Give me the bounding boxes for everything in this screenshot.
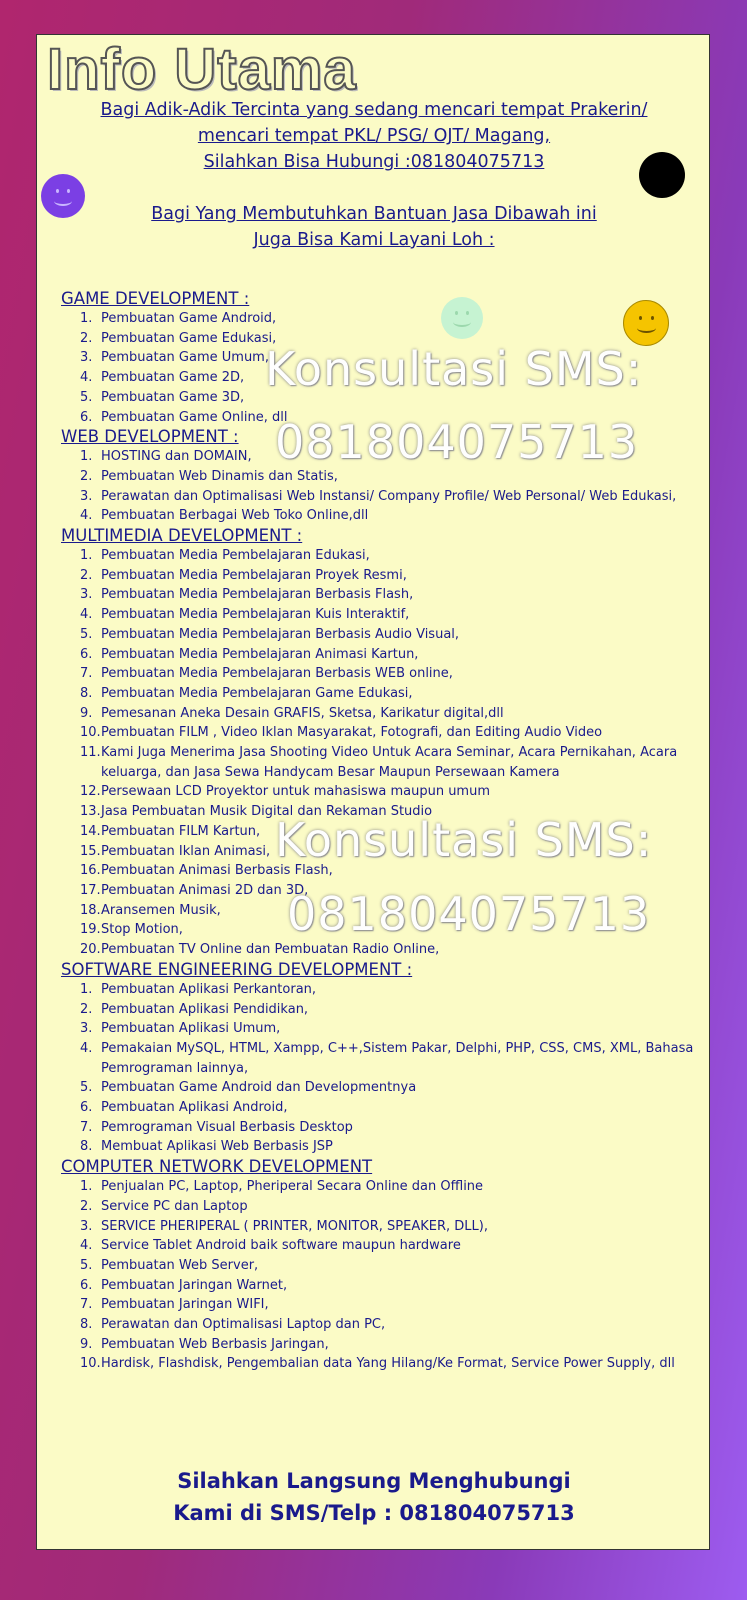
item-text: Pembuatan Web Server, <box>101 1257 259 1273</box>
item-number: 1. <box>80 449 93 465</box>
list-item <box>61 1137 701 1157</box>
list-item <box>61 1354 701 1374</box>
list-item <box>61 940 701 960</box>
item-text: Pembuatan Media Pembelajaran Berbasis Flash, <box>101 587 414 603</box>
item-text: Pembuatan Web Berbasis Jaringan, <box>101 1336 329 1352</box>
section-list <box>61 447 701 526</box>
item-text: HOSTING dan DOMAIN, <box>101 449 252 465</box>
section-list <box>61 1177 701 1374</box>
black-circle-icon <box>639 152 685 198</box>
item-text: Pembuatan Web Dinamis dan Statis, <box>101 468 338 484</box>
list-item <box>61 506 701 526</box>
item-text: Pembuatan Media Pembelajaran Kuis Interaktif, <box>101 607 410 623</box>
item-number: 14. <box>80 823 101 839</box>
section-heading: COMPUTER NETWORK DEVELOPMENT <box>61 1157 373 1177</box>
item-text: Pembuatan Animasi Berbasis Flash, <box>101 863 333 879</box>
footer-contact <box>37 1465 711 1529</box>
item-text: Pemakaian MySQL, HTML, Xampp, C++,Sistem Pakar, Delphi, PHP, CSS, CMS, XML, Bahasa Pemrograman lainnya, <box>101 1040 694 1076</box>
intro-block <box>37 97 711 175</box>
item-text: Persewaan LCD Proyektor untuk mahasiswa maupun umum <box>101 784 490 800</box>
list-item <box>61 546 701 566</box>
list-item <box>61 566 701 586</box>
section-list <box>61 980 701 1157</box>
item-text: Pembuatan Berbagai Web Toko Online,dll <box>101 508 369 524</box>
item-number: 13. <box>80 804 101 820</box>
item-text: SERVICE PHERIPERAL ( PRINTER, MONITOR, SPEAKER, DLL), <box>101 1218 488 1234</box>
item-number: 6. <box>80 646 93 662</box>
purple-smiley-icon <box>41 174 85 218</box>
list-item <box>61 743 701 782</box>
list-item <box>61 802 701 822</box>
list-item <box>61 684 701 704</box>
intro-line-3: Silahkan Bisa Hubungi :081804075713 <box>203 152 545 172</box>
item-text: Pembuatan Media Pembelajaran Berbasis Audio Visual, <box>101 626 460 642</box>
watermark-phone-1: 081804075713 <box>275 415 639 469</box>
services-list <box>61 289 701 1374</box>
item-number: 10. <box>80 725 101 741</box>
section-heading: GAME DEVELOPMENT : <box>61 289 250 308</box>
section-heading: MULTIMEDIA DEVELOPMENT : <box>61 526 303 546</box>
flyer-title: Info Utama <box>47 37 357 102</box>
intro-line-4: Bagi Yang Membutuhkan Bantuan Jasa Dibawah ini <box>151 204 597 224</box>
intro-block-2 <box>37 201 711 253</box>
item-text: Pembuatan Media Pembelajaran Game Edukasi, <box>101 685 413 701</box>
item-text: Penjualan PC, Laptop, Pheriperal Secara Online dan Offline <box>101 1179 484 1195</box>
item-text: Pembuatan Game 2D, <box>101 370 245 386</box>
item-text: Pembuatan Game Android, <box>101 311 277 326</box>
item-number: 7. <box>80 666 93 682</box>
list-item <box>61 1078 701 1098</box>
flyer-sheet <box>36 34 710 1550</box>
item-number: 2. <box>80 567 93 583</box>
item-text: Jasa Pembuatan Musik Digital dan Rekaman Studio <box>101 804 433 820</box>
item-number: 17. <box>80 882 101 898</box>
intro-line-1: Bagi Adik-Adik Tercinta yang sedang mencari tempat Prakerin/ <box>100 100 648 120</box>
list-item <box>61 585 701 605</box>
watermark-label-2: Konsultasi SMS: <box>275 813 653 867</box>
item-number: 12. <box>80 784 101 800</box>
watermark-label-1: Konsultasi SMS: <box>265 342 643 396</box>
list-item <box>61 901 701 921</box>
item-number: 4. <box>80 508 93 524</box>
item-number: 5. <box>80 1080 93 1096</box>
list-item <box>61 1098 701 1118</box>
item-number: 4. <box>80 607 93 623</box>
item-number: 1. <box>80 981 93 997</box>
list-item <box>61 645 701 665</box>
item-text: Pembuatan Jaringan Warnet, <box>101 1277 288 1293</box>
item-text: Pembuatan Jaringan WIFI, <box>101 1297 269 1313</box>
item-text: Aransemen Musik, <box>101 902 221 918</box>
list-item <box>61 980 701 1000</box>
item-text: Pembuatan Animasi 2D dan 3D, <box>101 882 309 898</box>
item-number: 3. <box>80 1218 93 1234</box>
item-number: 8. <box>80 1139 93 1155</box>
item-text: Pembuatan Game 3D, <box>101 389 245 405</box>
section-heading: SOFTWARE ENGINEERING DEVELOPMENT : <box>61 959 413 979</box>
item-number: 19. <box>80 922 101 938</box>
intro-line-5: Juga Bisa Kami Layani Loh : <box>253 230 495 250</box>
item-text: Pembuatan Aplikasi Umum, <box>101 1021 281 1037</box>
list-item <box>61 1000 701 1020</box>
item-text: Pembuatan Game Android dan Developmentnya <box>101 1080 417 1096</box>
item-number: 18. <box>80 902 101 918</box>
item-text: Pembuatan Iklan Animasi, <box>101 843 271 859</box>
item-text: Hardisk, Flashdisk, Pengembalian data Yang Hilang/Ke Format, Service Power Supply, dll <box>101 1356 675 1372</box>
item-number: 10. <box>80 1356 101 1372</box>
item-text: Membuat Aplikasi Web Berbasis JSP <box>101 1139 333 1155</box>
list-item <box>61 664 701 684</box>
list-item <box>61 920 701 940</box>
list-item <box>61 1177 701 1197</box>
list-item <box>61 467 701 487</box>
list-item <box>61 329 701 349</box>
item-number: 4. <box>80 370 93 386</box>
list-item <box>61 881 701 901</box>
item-text: Perawatan dan Optimalisasi Web Instansi/ Company Profile/ Web Personal/ Web Edukasi, <box>101 488 677 504</box>
item-number: 6. <box>80 409 93 425</box>
item-number: 3. <box>80 1021 93 1037</box>
list-item <box>61 1256 701 1276</box>
section-list <box>61 546 701 960</box>
item-number: 9. <box>80 705 93 721</box>
section-heading: WEB DEVELOPMENT : <box>61 427 239 447</box>
item-number: 7. <box>80 1119 93 1135</box>
item-number: 20. <box>80 942 101 958</box>
item-text: Pembuatan Media Pembelajaran Proyek Resmi, <box>101 567 407 583</box>
item-number: 4. <box>80 1040 93 1056</box>
item-number: 5. <box>80 626 93 642</box>
list-item <box>61 723 701 743</box>
item-text: Service Tablet Android baik software maupun hardware <box>101 1238 461 1254</box>
item-number: 8. <box>80 1317 93 1333</box>
list-item <box>61 388 701 408</box>
list-item <box>61 782 701 802</box>
item-text: Pembuatan Aplikasi Android, <box>101 1100 288 1116</box>
list-item <box>61 487 701 507</box>
list-item <box>61 1118 701 1138</box>
list-item <box>61 861 701 881</box>
footer-line-2: Kami di SMS/Telp : 081804075713 <box>173 1501 575 1525</box>
item-text: Perawatan dan Optimalisasi Laptop dan PC, <box>101 1317 386 1333</box>
item-text: Pembuatan Media Pembelajaran Animasi Kartun, <box>101 646 419 662</box>
item-text: Kami Juga Menerima Jasa Shooting Video Untuk Acara Seminar, Acara Pernikahan, Acara keluarga, dan Jasa Sewa Handycam Besar Maupun Persewaan Kamera <box>101 745 678 780</box>
item-number: 3. <box>80 350 93 366</box>
item-number: 3. <box>80 488 93 504</box>
item-number: 5. <box>80 389 93 405</box>
item-number: 2. <box>80 330 93 346</box>
item-number: 7. <box>80 1297 93 1313</box>
intro-line-2: mencari tempat PKL/ PSG/ OJT/ Magang, <box>197 126 551 146</box>
list-item <box>61 704 701 724</box>
list-item <box>61 1197 701 1217</box>
item-number: 6. <box>80 1100 93 1116</box>
item-number: 15. <box>80 843 101 859</box>
watermark-phone-2: 081804075713 <box>287 887 651 941</box>
list-item <box>61 625 701 645</box>
list-item <box>61 348 701 368</box>
section-list <box>61 309 701 427</box>
item-number: 1. <box>80 548 93 564</box>
list-item <box>61 1236 701 1256</box>
list-item <box>61 605 701 625</box>
item-number: 5. <box>80 1257 93 1273</box>
list-item <box>61 1335 701 1355</box>
item-text: Pembuatan Game Online, dll <box>101 409 288 425</box>
item-text: Pembuatan FILM Kartun, <box>101 823 261 839</box>
item-text: Pemrograman Visual Berbasis Desktop <box>101 1119 353 1135</box>
item-number: 1. <box>80 311 93 326</box>
list-item <box>61 1315 701 1335</box>
list-item <box>61 822 701 842</box>
item-number: 11. <box>80 745 101 761</box>
item-number: 16. <box>80 863 101 879</box>
list-item <box>61 1039 701 1078</box>
item-text: Pembuatan FILM , Video Iklan Masyarakat, Fotografi, dan Editing Audio Video <box>101 725 603 741</box>
list-item <box>61 408 701 428</box>
item-text: Pemesanan Aneka Desain GRAFIS, Sketsa, Karikatur digital,dll <box>101 705 504 721</box>
item-text: Pembuatan Media Pembelajaran Edukasi, <box>101 548 370 564</box>
item-number: 3. <box>80 587 93 603</box>
item-number: 1. <box>80 1179 93 1195</box>
list-item <box>61 1276 701 1296</box>
item-text: Pembuatan Aplikasi Pendidikan, <box>101 1001 309 1017</box>
item-text: Pembuatan Media Pembelajaran Berbasis WEB online, <box>101 666 453 682</box>
item-number: 2. <box>80 1198 93 1214</box>
item-number: 4. <box>80 1238 93 1254</box>
footer-line-1: Silahkan Langsung Menghubungi <box>177 1469 571 1493</box>
item-number: 2. <box>80 1001 93 1017</box>
item-text: Pembuatan Game Umum, <box>101 350 269 366</box>
item-number: 2. <box>80 468 93 484</box>
item-text: Pembuatan Aplikasi Perkantoran, <box>101 981 317 997</box>
item-text: Service PC dan Laptop <box>101 1198 248 1214</box>
item-number: 9. <box>80 1336 93 1352</box>
list-item <box>61 368 701 388</box>
list-item <box>61 1217 701 1237</box>
list-item <box>61 1019 701 1039</box>
item-text: Pembuatan TV Online dan Pembuatan Radio Online, <box>101 942 440 958</box>
item-number: 8. <box>80 685 93 701</box>
list-item <box>61 447 701 467</box>
list-item <box>61 309 701 329</box>
item-number: 6. <box>80 1277 93 1293</box>
item-text: Stop Motion, <box>101 922 183 938</box>
list-item <box>61 1295 701 1315</box>
item-text: Pembuatan Game Edukasi, <box>101 330 277 346</box>
list-item <box>61 842 701 862</box>
